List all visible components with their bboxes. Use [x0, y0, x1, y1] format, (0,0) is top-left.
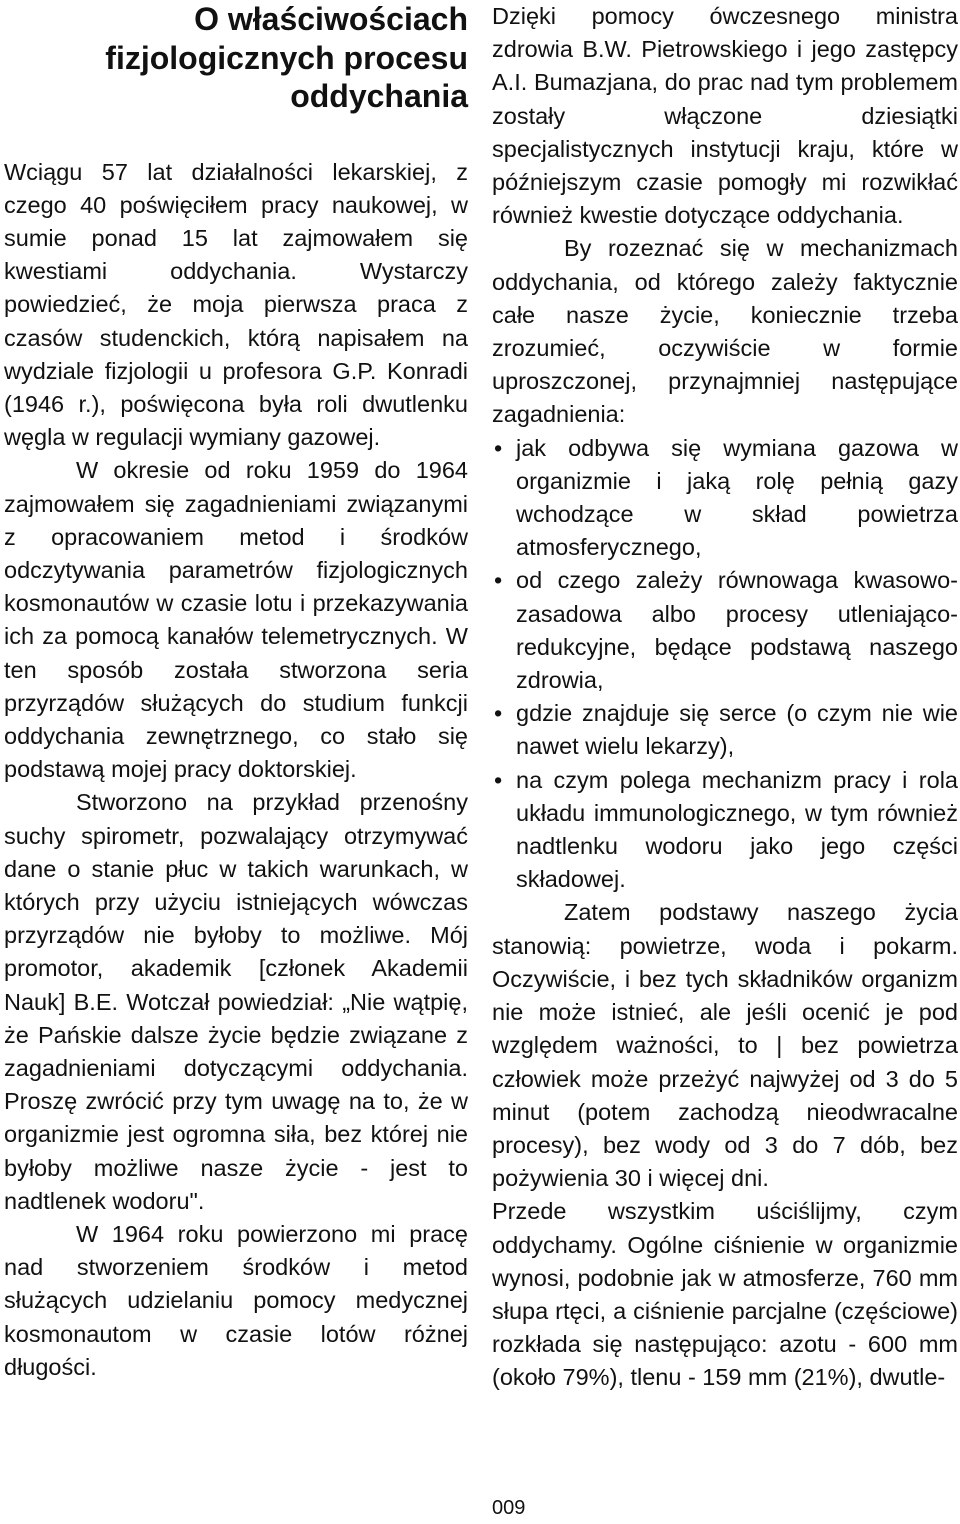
questions-list	[492, 432, 958, 897]
paragraph-life-basics: Zatem podstawy naszego życia stanowią: powietrze, woda i pokarm. Oczywiście, i bez tych składników organizm nie może istnieć, ale jeśli ocenić je pod względem ważności, to | bez powietrza człowiek może przeżyć najwyżej od 3 do 5 minut (potem zachodzą nieodwracalne procesy), bez wody od 3 do 7 dób, bez pożywienia 30 i więcej dni.	[492, 899, 958, 1192]
title-line-1: O właściwościach	[194, 1, 468, 37]
article-title	[4, 0, 468, 156]
paragraph-spirometer: Stworzono na przykład przenośny suchy spirometr, pozwalający otrzymywać dane o stanie płuc w takich warunkach, w których przy użyciu istniejących wówczas przyrządów nie byłoby to możliwe. Mój promotor, akademik [członek Akademii Nauk] B.E. Wotczał powiedział: „Nie wątpię, że Pańskie dalsze życie będzie związane z zagadnieniami dotyczącymi oddychania. Proszę zwrócić przy tym uwagę na to, że w organizmie jest ogromna siła, bez której nie byłoby możliwe nasze życie - jest to nadtlenek wodoru".	[4, 789, 468, 1214]
list-item: • jak odbywa się wymiana gazowa w organizmie i jaką rolę pełnią gazy wchodzące w skład powietrza atmosferycznego,	[492, 432, 958, 565]
paragraph-1964: W 1964 roku powierzono mi pracę nad stworzeniem środków i metod służących udzielaniu pomocy medycznej kosmonautom w czasie lotów różnej długości.	[4, 1221, 468, 1380]
paragraph-intro: Wciągu 57 lat działalności lekarskiej, z czego 40 poświęciłem pracy naukowej, w sumie ponad 15 lat zajmowałem się kwestiami oddychania. Wystarczy powiedzieć, że moja pierwsza praca z czasów studenckich, którą napisałem na wydziale fizjologii u profesora G.P. Konradi (1946 r.), poświęcona była roli dwutlenku węgla w regulacji wymiany gazowej.	[4, 158, 468, 451]
title-line-2: fizjologicznych procesu	[105, 39, 468, 76]
right-column	[492, 0, 958, 1395]
paragraph-pressure: Przede wszystkim uściślijmy, czym oddychamy. Ogólne ciśnienie w organizmie wynosi, podobnie jak w atmosferze, 760 mm słupa rtęci, a ciśnienie parcjalne (częściowe) rozkłada się następująco: azotu - 600 mm (około 79%), tlenu - 159 mm (21%), dwutle-	[492, 1198, 958, 1391]
list-item: • gdzie znajduje się serce (o czym nie wie nawet wielu lekarzy),	[492, 697, 958, 763]
list-item: • od czego zależy równowaga kwasowo-zasadowa albo procesy utleniająco-redukcyjne, będące podstawą naszego zdrowia,	[492, 564, 958, 697]
title-line-3: oddychania	[290, 78, 468, 114]
list-item: • na czym polega mechanizm pracy i rola układu immunologicznego, w tym również nadtlenku wodoru jako jego części składowej.	[492, 764, 958, 897]
paragraph-mechanisms: By rozeznać się w mechanizmach oddychania, od którego zależy faktycznie całe nasze życie, koniecznie trzeba zrozumieć, oczywiście w formie uproszczonej, przynajmniej następujące zagadnienia:	[492, 235, 958, 428]
left-column	[4, 0, 468, 1384]
paragraph-1959-1964: W okresie od roku 1959 do 1964 zajmowałem się zagadnieniami związanymi z opracowaniem metod i środków odczytywania parametrów fizjologicznych kosmonautów w czasie lotu i przekazywania ich za pomocą kanałów telemetrycznych. W ten sposób została stworzona seria przyrządów służących do studium funkcji oddychania zewnętrznego, co stało się podstawą mojej pracy doktorskiej.	[4, 457, 468, 783]
paragraph-ministry: Dzięki pomocy ówczesnego ministra zdrowia B.W. Pietrowskiego i jego zastępcy A.I. Bumazjana, do prac nad tym problemem zostały włączone dziesiątki specjalistycznych instytucji kraju, które w późniejszym czasie pomogły mi rozwikłać również kwestie dotyczące oddychania.	[492, 3, 958, 229]
page-number: 009	[492, 1497, 526, 1519]
